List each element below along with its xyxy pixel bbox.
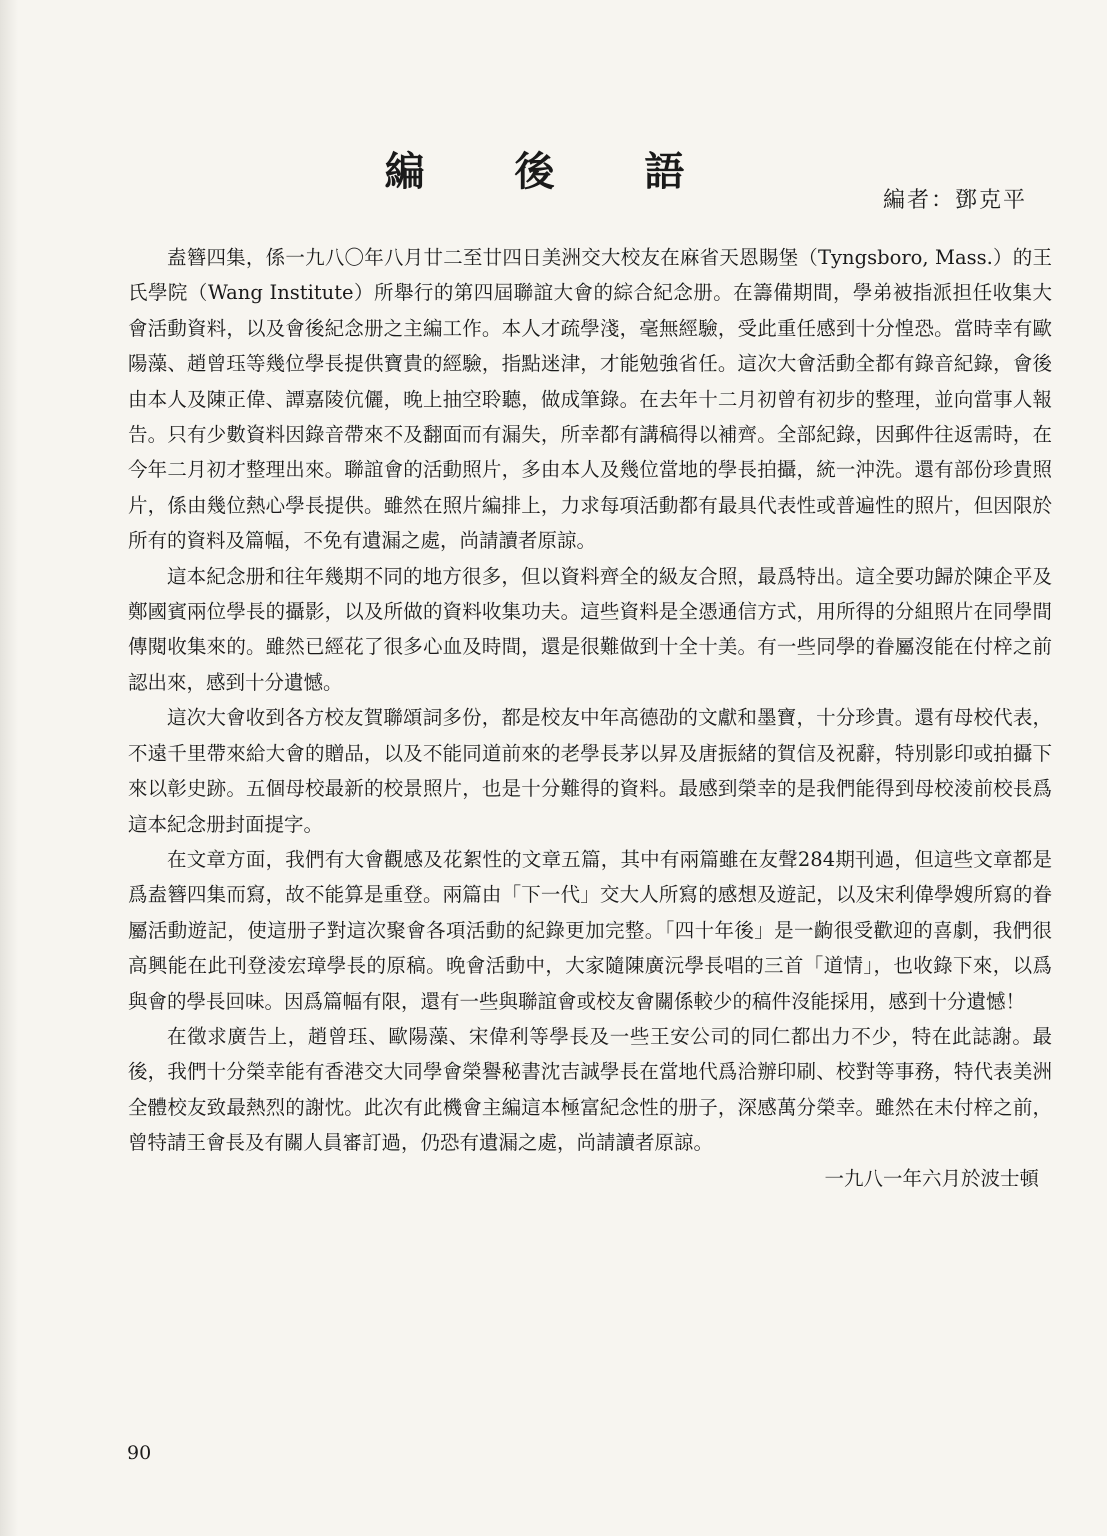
page-edge: [0, 0, 18, 1536]
paragraph-1: 盍簪四集，係一九八〇年八月廿二至廿四日美洲交大校友在麻省天恩賜堡（Tyngsboro, Mass.）的王氏學院（Wang Institute）所舉行的第四屆聯誼大會的綜合紀念册。在籌備期間，學弟被指派担任收集大會活動資料，以及會後紀念册之主編工作。本人才疏學淺，毫無經驗，受此重任感到十分惶恐。當時幸有歐陽藻、趙曾珏等幾位學長提供寶貴的經驗，指點迷津，才能勉強省任。這次大會活動全都有錄音紀錄，會後由本人及陳正偉、譚嘉陵伉儷，晚上抽空聆聽，做成筆錄。在去年十二月初曾有初步的整理，並向當事人報告。只有少數資料因錄音帶來不及翻面而有漏失，所幸都有講稿得以補齊。全部紀錄，因郵件往返需時，在今年二月初才整理出來。聯誼會的活動照片，多由本人及幾位當地的學長拍攝，統一沖洗。還有部份珍貴照片，係由幾位熱心學長提供。雖然在照片編排上，力求每項活動都有最具代表性或普遍性的照片，但因限於所有的資料及篇幅，不免有遺漏之處，尚請讀者原諒。: [128, 246, 1052, 553]
paragraph-2: 這本紀念册和往年幾期不同的地方很多，但以資料齊全的級友合照，最爲特出。這全要功歸於陳企平及鄭國賓兩位學長的攝影，以及所做的資料收集功夫。這些資料是全憑通信方式，用所得的分組照片在同學間傳閱收集來的。雖然已經花了很多心血及時間，還是很難做到十全十美。有一些同學的眷屬沒能在付梓之前認出來，感到十分遺憾。: [128, 564, 1052, 694]
paragraph-3: 這次大會收到各方校友賀聯頌詞多份，都是校友中年高德劭的文獻和墨寶，十分珍貴。還有母校代表，不遠千里帶來給大會的贈品，以及不能同道前來的老學長茅以昇及唐振緒的賀信及祝辭，特別影印或拍攝下來以彰史跡。五個母校最新的校景照片，也是十分難得的資料。最感到榮幸的是我們能得到母校淩前校長爲這本紀念册封面提字。: [128, 706, 1052, 836]
article-body: [128, 240, 1052, 1161]
paragraph-5: 在徵求廣告上，趙曾珏、歐陽藻、宋偉利等學長及一些王安公司的同仁都出力不少，特在此誌謝。最後，我們十分榮幸能有香港交大同學會榮譽秘書沈吉誠學長在當地代爲洽辦印刷、校對等事務，特代表美洲全體校友致最熱烈的謝忱。此次有此機會主編這本極富紀念性的册子，深感萬分榮幸。雖然在未付梓之前，曾特請王會長及有關人員審訂過，仍恐有遺漏之處，尚請讀者原諒。: [128, 1024, 1052, 1155]
page-number: 90: [127, 1442, 152, 1464]
date-signoff: 一九八一年六月於波士頓: [824, 1167, 1039, 1190]
author-byline: 編者：鄧克平: [882, 188, 1027, 213]
page-title: 編 後 語: [384, 148, 723, 195]
paragraph-4: 在文章方面，我們有大會觀感及花絮性的文章五篇，其中有兩篇雖在友聲284期刊過，但這些文章都是爲盍簪四集而寫，故不能算是重登。兩篇由「下一代」交大人所寫的感想及遊記，以及宋利偉學嫂所寫的眷屬活動遊記，使這册子對這次聚會各項活動的紀錄更加完整。「四十年後」是一齣很受歡迎的喜劇，我們很高興能在此刊登淩宏璋學長的原稿。晚會活動中，大家隨陳廣沅學長唱的三首「道情」，也收錄下來，以爲與會的學長回味。因爲篇幅有限，還有一些與聯誼會或校友會關係較少的稿件沒能採用，感到十分遺憾！: [128, 847, 1052, 1013]
